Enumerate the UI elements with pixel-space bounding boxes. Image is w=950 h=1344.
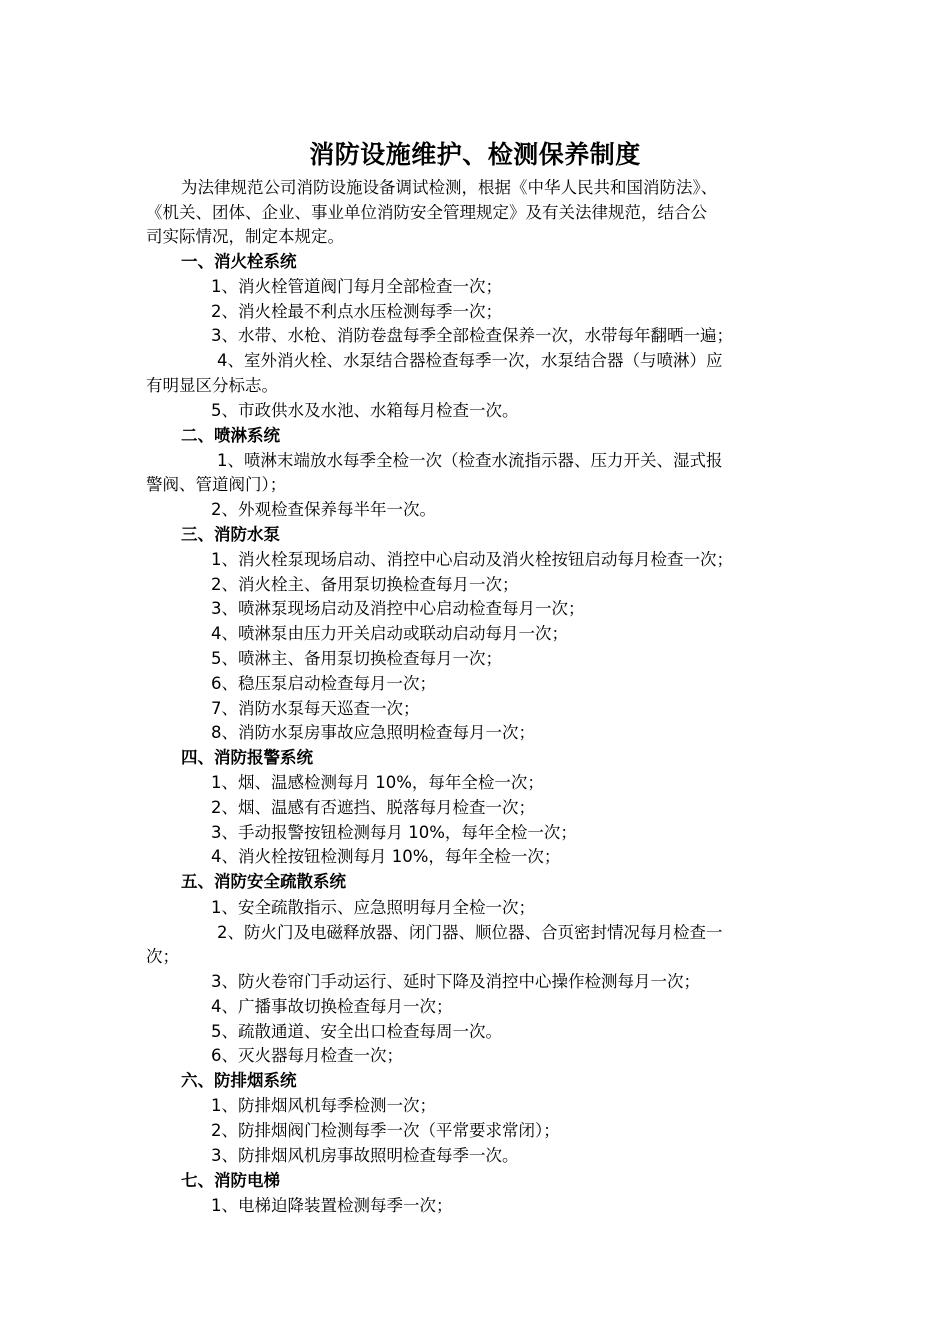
list-item: 1、喷淋末端放水每季全检一次（检查水流指示器、压力开关、湿式报: [217, 451, 723, 470]
list-item: 4、喷淋泵由压力开关启动或联动启动每月一次；: [211, 624, 568, 643]
list-item-continuation: 警阀、管道阀门）；: [146, 475, 287, 494]
list-item: 3、防排烟风机房事故照明检查每季一次。: [211, 1146, 519, 1165]
list-item: 6、稳压泵启动检查每月一次；: [211, 674, 436, 693]
list-item: 4、广播事故切换检查每月一次；: [211, 997, 453, 1016]
intro-line-2: 《机关、团体、企业、事业单位消防安全管理规定》及有关法律规范，结合公: [146, 203, 707, 222]
list-item: 4、室外消火栓、水泵结合器检查每季一次，水泵结合器（与喷淋）应: [217, 351, 723, 370]
section-heading-3: 三、消防水泵: [181, 525, 280, 544]
list-item-continuation: 次；: [146, 947, 179, 966]
list-item: 3、手动报警按钮检测每月 10%，每年全检一次；: [211, 823, 577, 842]
list-item: 7、消防水泵每天巡查一次；: [211, 699, 420, 718]
list-item: 1、烟、温感检测每月 10%，每年全检一次；: [211, 773, 544, 792]
list-item: 4、消火栓按钮检测每月 10%，每年全检一次；: [211, 847, 561, 866]
list-item: 1、消火栓泵现场启动、消控中心启动及消火栓按钮启动每月检查一次；: [211, 550, 733, 569]
section-heading-4: 四、消防报警系统: [181, 748, 313, 767]
document-title: 消防设施维护、检测保养制度: [309, 140, 641, 169]
list-item: 1、防排烟风机每季检测一次；: [211, 1096, 436, 1115]
list-item: 2、防排烟阀门检测每季一次（平常要求常闭）；: [211, 1121, 560, 1140]
list-item: 1、电梯迫降装置检测每季一次；: [211, 1196, 453, 1215]
section-heading-5: 五、消防安全疏散系统: [181, 872, 346, 891]
intro-line-1: 为法律规范公司消防设施设备调试检测，根据《中华人民共和国消防法》、: [181, 178, 718, 197]
list-item: 5、市政供水及水池、水箱每月检查一次。: [211, 401, 519, 420]
list-item: 1、安全疏散指示、应急照明每月全检一次；: [211, 898, 535, 917]
list-item: 2、外观检查保养每半年一次。: [211, 500, 436, 519]
list-item: 2、烟、温感有否遮挡、脱落每月检查一次；: [211, 798, 535, 817]
list-item: 2、防火门及电磁释放器、闭门器、顺位器、合页密封情况每月检查一: [217, 923, 723, 942]
section-heading-7: 七、消防电梯: [181, 1171, 280, 1190]
section-heading-6: 六、防排烟系统: [181, 1071, 297, 1090]
list-item: 2、消火栓主、备用泵切换检查每月一次；: [211, 575, 519, 594]
section-heading-2: 二、喷淋系统: [181, 426, 280, 445]
list-item: 5、疏散通道、安全出口检查每周一次。: [211, 1022, 502, 1041]
list-item: 6、灭火器每月检查一次；: [211, 1046, 403, 1065]
list-item: 3、喷淋泵现场启动及消控中心启动检查每月一次；: [211, 599, 585, 618]
list-item: 1、消火栓管道阀门每月全部检查一次；: [211, 277, 502, 296]
list-item: 8、消防水泵房事故应急照明检查每月一次；: [211, 723, 535, 742]
list-item: 3、防火卷帘门手动运行、延时下降及消控中心操作检测每月一次；: [211, 972, 700, 991]
intro-line-3: 司实际情况，制定本规定。: [146, 227, 344, 246]
list-item: 2、消火栓最不利点水压检测每季一次；: [211, 302, 502, 321]
list-item: 5、喷淋主、备用泵切换检查每月一次；: [211, 649, 502, 668]
section-heading-1: 一、消火栓系统: [181, 252, 297, 271]
list-item: 3、水带、水枪、消防卷盘每季全部检查保养一次，水带每年翻晒一遍；: [211, 326, 733, 345]
list-item-continuation: 有明显区分标志。: [146, 376, 278, 395]
